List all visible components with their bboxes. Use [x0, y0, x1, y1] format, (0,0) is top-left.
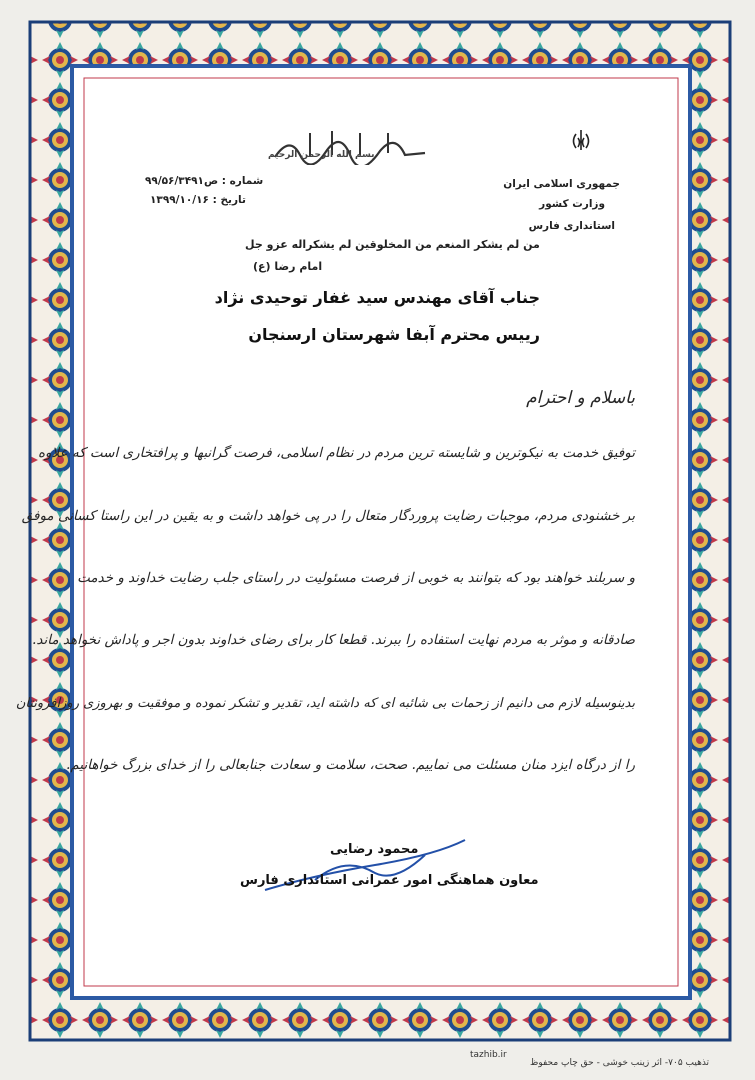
header-ministry: وزارت کشور	[539, 198, 605, 210]
letter-date: تاریخ : ۱۳۹۹/۱۰/۱۶	[150, 194, 246, 206]
hadith-author: امام رضا (ع)	[253, 260, 323, 273]
footer-credit: تذهیب ۷۰۵- اثر زینب خوشی - حق چاپ محفوظ	[530, 1058, 710, 1068]
bismillah-text: بسم الله الرحمن الرحیم	[268, 150, 375, 160]
hadith-quote: من لم یشکر المنعم من المخلوقین لم یشکراله عزو جل	[245, 238, 540, 251]
body-line: صادقانه و موثر به مردم نهایت استفاده را ببرند. قطعا کار برای رضای خداوند بدون اجر و پاداش نخواهد ماند.	[32, 632, 635, 648]
body-line: را از درگاه ایزد منان مسئلت می نماییم. صحت، سلامت و سعادت جنابعالی را از خدای بزرگ خواهانیم.	[66, 757, 635, 773]
body-line: و سربلند خواهند بود که بتوانند به خوبی از فرصت مسئولیت در راستای جلب رضایت خداوند و خدمت	[77, 570, 635, 586]
footer-site: tazhib.ir	[470, 1050, 507, 1060]
header-country: جمهوری اسلامی ایران	[503, 178, 620, 190]
header-office: استانداری فارس	[528, 220, 615, 232]
recipient-title: رییس محترم آبفا شهرستان ارسنجان	[248, 325, 540, 344]
body-line: بدینوسیله لازم می دانیم از زحمات بی شائبه ای که داشته اید، تقدیر و تشکر نموده و موفقیت و بهروزی روزافزونتان	[15, 696, 635, 711]
letter-number: شماره : ص۹۹/۵۶/۳۴۹۱	[145, 175, 264, 187]
iran-emblem-icon	[568, 128, 594, 154]
body-line: توفیق خدمت به نیکوترین و شایسته ترین مردم در نظام اسلامی، فرصت گرانبها و پرافتخاری است که علاوه	[37, 445, 635, 461]
body-line: بر خشنودی مردم، موجبات رضایت پروردگار متعال را در پی خواهد داشت و به یقین در این راستا کسانی موفق	[21, 508, 635, 524]
recipient-name: جناب آقای مهندس سید غفار توحیدی نژاد	[214, 288, 540, 307]
greeting: باسلام و احترام	[526, 388, 635, 408]
signatory-title: معاون هماهنگی امور عمرانی استانداری فارس	[240, 873, 539, 888]
signatory-name: محمود رضایی	[330, 842, 419, 857]
